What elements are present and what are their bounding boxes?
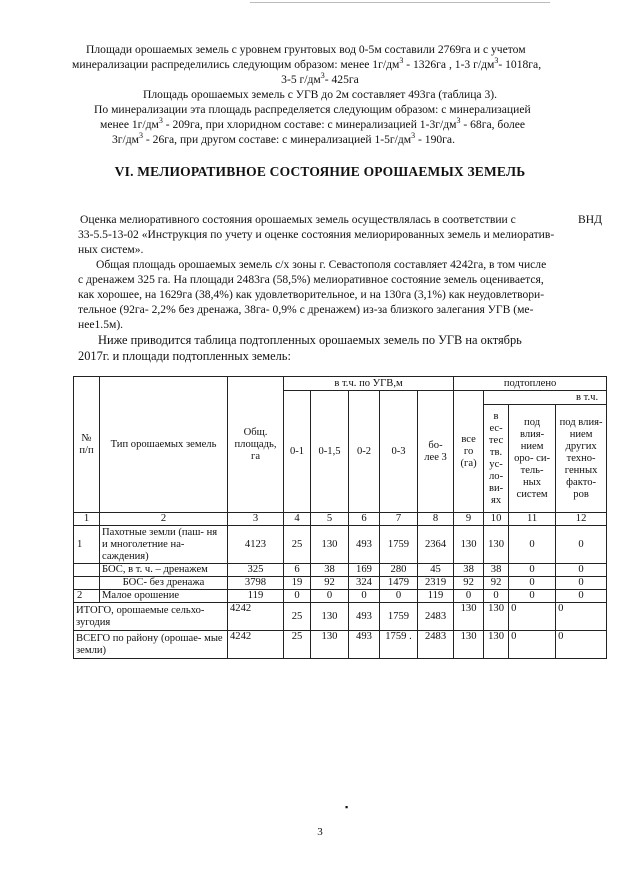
cell: 0: [556, 631, 607, 659]
cell: 0: [311, 590, 349, 603]
row-type: БОС- без дренажа: [100, 577, 228, 590]
col-number: 11: [509, 513, 556, 526]
col-number: 10: [484, 513, 509, 526]
cell: 4242: [228, 603, 284, 631]
table-row: [74, 590, 607, 603]
header-area: Общ. площадь, га: [228, 377, 284, 513]
intro-line-7: $3г/дм^3 - 26га$, при другом составе: с минерализацией $1-5г/дм^3 - 190га$.: [112, 131, 455, 146]
cell: 130: [484, 631, 509, 659]
cell: 1759: [380, 526, 418, 564]
cell: 0: [349, 590, 380, 603]
table-row: [74, 564, 607, 577]
cell: 0: [454, 590, 484, 603]
cell: 0: [556, 603, 607, 631]
header-ugv: в т.ч. по УГВ,м: [284, 377, 454, 391]
cell: 92: [454, 577, 484, 590]
cell: 0: [284, 590, 311, 603]
para2-line-1: Общая площадь орошаемых земель с/х зоны г. Севастополя составляет 4242га, в том числе: [96, 258, 547, 271]
cell: 1479: [380, 577, 418, 590]
para2-line-2: с дренажем 325 га. На площади 2483га (58,5%) мелиоративное состояние земель оценивается,: [78, 273, 544, 286]
cell: 0: [509, 577, 556, 590]
header-type: Тип орошаемых земель: [100, 377, 228, 513]
header-natural: в ес- тес тв. ус- ло- ви- ях: [484, 405, 509, 513]
cell: 2483: [418, 631, 454, 659]
cell: 4123: [228, 526, 284, 564]
cell: 0: [556, 564, 607, 577]
row-num: 1: [74, 526, 100, 564]
cell: 2364: [418, 526, 454, 564]
cell: 25: [284, 631, 311, 659]
cell: 0: [556, 590, 607, 603]
cell: 25: [284, 603, 311, 631]
row-type: БОС, в т. ч. – дренажем: [100, 564, 228, 577]
para3-line-1: Ниже приводится таблица подтопленных орошаемых земель по УГВ на октябрь: [98, 333, 522, 347]
col-number: 6: [349, 513, 380, 526]
flooded-lands-table: [73, 376, 607, 659]
intro-line-5: По минерализации эта площадь распределяется следующим образом: с минерализацией: [94, 103, 531, 116]
cell: 325: [228, 564, 284, 577]
table-column-numbers: [74, 513, 607, 526]
header-other: под влия- нием других техно- генных факто- ров: [556, 405, 607, 513]
header-ugv-0-2: 0-2: [349, 391, 380, 513]
intro-line-1: Площади орошаемых земель с уровнем грунтовых вод 0-5м составили 2769га и с учетом: [86, 43, 526, 56]
cell: 2319: [418, 577, 454, 590]
table-row-grand-total: [74, 631, 607, 659]
page-number: 3: [317, 826, 323, 838]
cell: 38: [454, 564, 484, 577]
header-ugv-0-1: 0-1: [284, 391, 311, 513]
cell: 0: [509, 564, 556, 577]
cell: 130: [484, 526, 509, 564]
header-irrigation: под влия- нием оро- си- тель- ных систем: [509, 405, 556, 513]
intro-line-3: 3-5 $г/дм^3-$ 425га: [281, 71, 359, 86]
row-num: [74, 564, 100, 577]
header-ugv-more-3: бо- лее 3: [418, 391, 454, 513]
cell: 1759: [380, 603, 418, 631]
col-number: 5: [311, 513, 349, 526]
col-number: 9: [454, 513, 484, 526]
para1-line-2: 33-5.5-13-02 «Инструкция по учету и оценке состояния мелиорированных земель и мелиоратив-: [78, 228, 555, 241]
cell: 25: [284, 526, 311, 564]
col-number: 12: [556, 513, 607, 526]
section-title: VI. МЕЛИОРАТИВНОЕ СОСТОЯНИЕ ОРОШАЕМЫХ ЗЕМЕЛЬ: [114, 164, 526, 179]
cell: 130: [454, 526, 484, 564]
row-type: ИТОГО, орошаемые сельхо- зугодия: [74, 603, 228, 631]
row-type: ВСЕГО по району (орошае- мые земли): [74, 631, 228, 659]
cell: 4242: [228, 631, 284, 659]
cell: 130: [454, 631, 484, 659]
cell: 130: [311, 526, 349, 564]
intro-line-6: менее $1г/дм^3 - 209га$, при хлоридном составе: с минерализацией $1-3г/дм^3 - 68га$, более: [100, 116, 526, 131]
cell: 169: [349, 564, 380, 577]
col-number: 8: [418, 513, 454, 526]
cell: 493: [349, 631, 380, 659]
cell: 19: [284, 577, 311, 590]
intro-line-4: Площадь орошаемых земель с УГВ до 2м составляет 493га (таблица 3).: [142, 88, 498, 101]
cell: 0: [509, 603, 556, 631]
cell: 6: [284, 564, 311, 577]
top-divider: [250, 2, 550, 3]
cell: 493: [349, 603, 380, 631]
table-row: [74, 526, 607, 564]
cell: 0: [556, 577, 607, 590]
para1-line-3: ных систем».: [78, 243, 144, 256]
para2-line-5: нее1.5м).: [78, 318, 124, 331]
para1-line-1-end: ВНД: [578, 213, 603, 226]
col-number: 3: [228, 513, 284, 526]
col-number: 1: [74, 513, 100, 526]
cell: 130: [484, 603, 509, 631]
table-row-total: [74, 603, 607, 631]
row-type: Малое орошение: [100, 590, 228, 603]
cell: 130: [311, 631, 349, 659]
para1-line-1: Оценка мелиоративного состояния орошаемых земель осуществлялась в соответствии с: [80, 213, 516, 226]
row-type: Пахотные земли (паш- ня и многолетние на- саждения): [100, 526, 228, 564]
col-number: 4: [284, 513, 311, 526]
cell: 119: [228, 590, 284, 603]
cell: 45: [418, 564, 454, 577]
para2-line-4: тельное (92га- 2,2% без дренажа, 38га- 0,9% с дренажем) из-за близкого залегания УГВ (ме-: [78, 303, 534, 316]
row-num: [74, 577, 100, 590]
intro-line-2: минерализации распределились следующим образом: менее $1г/дм^3 - 1326га$ , 1-3 $г/дм^3-$ 1018га,: [72, 56, 542, 71]
header-num: № п/п: [74, 377, 100, 513]
cell: 0: [509, 526, 556, 564]
table-row: [74, 577, 607, 590]
cell: 0: [484, 590, 509, 603]
cell: 1759 .: [380, 631, 418, 659]
cell: 38: [311, 564, 349, 577]
col-number: 7: [380, 513, 418, 526]
cell: 130: [454, 603, 484, 631]
cell: 0: [509, 631, 556, 659]
cell: 130: [311, 603, 349, 631]
cell: 0: [556, 526, 607, 564]
cell: 0: [509, 590, 556, 603]
cell: 38: [484, 564, 509, 577]
header-ugv-0-3: 0-3: [380, 391, 418, 513]
cell: 280: [380, 564, 418, 577]
cell: 119: [418, 590, 454, 603]
para2-line-3: как хорошее, на 1629га (38,4%) как удовлетворительное, и на 130га (3,1%) как неудовлетвори-: [78, 288, 545, 301]
cell: 0: [380, 590, 418, 603]
cell: 92: [311, 577, 349, 590]
row-num: 2: [74, 590, 100, 603]
header-including: в т.ч.: [484, 391, 607, 405]
header-flooded-total: все го (га): [454, 391, 484, 513]
cell: 3798: [228, 577, 284, 590]
cell: 2483: [418, 603, 454, 631]
header-flooded: подтоплено: [454, 377, 607, 391]
table-header-row-1: [74, 377, 607, 391]
header-ugv-0-1-5: 0-1,5: [311, 391, 349, 513]
col-number: 2: [100, 513, 228, 526]
cell: 324: [349, 577, 380, 590]
para3-line-2: 2017г. и площади подтопленных земель:: [78, 349, 291, 363]
cell: 493: [349, 526, 380, 564]
cell: 92: [484, 577, 509, 590]
scan-mark: ▪: [345, 802, 349, 812]
